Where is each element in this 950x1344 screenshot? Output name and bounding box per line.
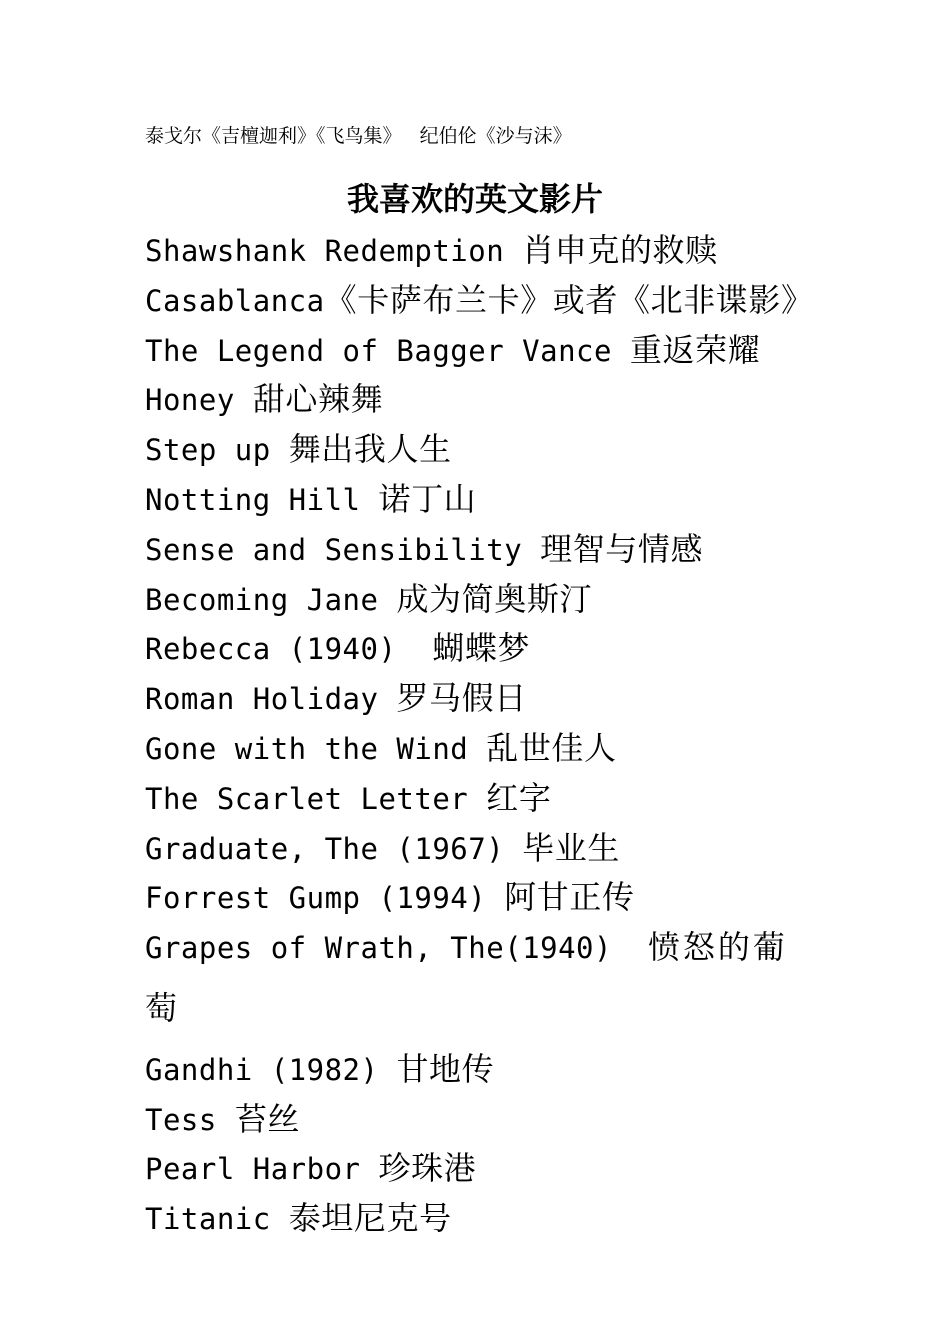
list-item bbox=[145, 1095, 810, 1145]
list-item bbox=[145, 226, 810, 276]
list-item bbox=[145, 525, 810, 575]
movie-chinese-title: 理智与情感 bbox=[540, 529, 704, 568]
list-item bbox=[145, 774, 810, 824]
movie-english-title: Notting Hill bbox=[145, 482, 379, 517]
movie-english-title: Roman Holiday bbox=[145, 682, 397, 717]
list-item bbox=[145, 326, 810, 376]
list-item bbox=[145, 1144, 810, 1194]
movie-english-title: Shawshank Redemption bbox=[145, 234, 523, 268]
list-item bbox=[145, 425, 810, 475]
list-item bbox=[145, 276, 814, 326]
list-item bbox=[145, 1045, 810, 1095]
movie-english-title: Graduate, The (1967) bbox=[145, 831, 523, 866]
movie-english-title: The Legend of Bagger Vance bbox=[145, 333, 630, 368]
movie-chinese-title: 乱世佳人 bbox=[486, 728, 617, 767]
movie-english-title: Gone with the Wind bbox=[145, 731, 487, 766]
movie-chinese-title: 肖申克的救赎 bbox=[522, 231, 718, 269]
movie-chinese-title: 甜心辣舞 bbox=[252, 380, 384, 419]
movie-chinese-title: 红字 bbox=[486, 778, 552, 817]
movie-list bbox=[145, 226, 814, 1244]
movie-english-title: Becoming Jane bbox=[145, 582, 397, 617]
list-item bbox=[145, 724, 810, 774]
movie-english-title: Titanic bbox=[145, 1202, 289, 1237]
movie-chinese-title: 罗马假日 bbox=[396, 679, 527, 718]
movie-english-title: Gandhi (1982) bbox=[145, 1052, 397, 1087]
list-item bbox=[145, 873, 810, 923]
list-item bbox=[145, 575, 810, 625]
movie-chinese-title: 泰坦尼克号 bbox=[288, 1199, 452, 1238]
movie-english-title: Casablanca bbox=[145, 283, 325, 318]
movie-chinese-title: 愤怒的葡萄 bbox=[145, 928, 788, 1027]
movie-chinese-title: 甘地传 bbox=[396, 1049, 495, 1088]
movie-chinese-title: 阿甘正传 bbox=[504, 878, 635, 917]
movie-chinese-title: 毕业生 bbox=[522, 828, 620, 867]
movie-chinese-title: 重返荣耀 bbox=[629, 330, 761, 369]
list-item bbox=[145, 674, 810, 724]
list-item bbox=[145, 824, 810, 874]
movie-chinese-title: 蝴蝶梦 bbox=[432, 629, 531, 668]
movie-english-title: Honey bbox=[145, 383, 253, 418]
list-item bbox=[145, 923, 810, 1045]
movie-english-title: Step up bbox=[145, 433, 289, 468]
header-line: 泰戈尔《吉檀迦利》《飞鸟集》 纪伯伦《沙与沫》 bbox=[145, 125, 572, 147]
list-item bbox=[145, 624, 810, 674]
movie-english-title: Grapes of Wrath, The(1940) bbox=[145, 931, 648, 966]
list-item bbox=[145, 475, 810, 525]
movie-chinese-title: 《卡萨布兰卡》或者《北非谍影》 bbox=[324, 280, 814, 319]
movie-chinese-title: 珍珠港 bbox=[378, 1149, 477, 1188]
list-item bbox=[145, 1194, 810, 1244]
movie-english-title: Tess bbox=[145, 1102, 235, 1137]
movie-english-title: Pearl Harbor bbox=[145, 1152, 379, 1187]
movie-chinese-title: 苔丝 bbox=[234, 1099, 301, 1138]
movie-chinese-title: 诺丁山 bbox=[378, 479, 477, 518]
movie-chinese-title: 成为简奥斯汀 bbox=[396, 579, 593, 618]
movie-chinese-title: 舞出我人生 bbox=[288, 430, 452, 469]
movie-english-title: Sense and Sensibility bbox=[145, 532, 541, 567]
movie-english-title: Rebecca (1940) bbox=[145, 632, 433, 667]
list-item bbox=[145, 375, 810, 425]
page-title: 我喜欢的英文影片 bbox=[346, 180, 603, 218]
movie-english-title: Forrest Gump (1994) bbox=[145, 881, 505, 916]
movie-english-title: The Scarlet Letter bbox=[145, 781, 487, 816]
